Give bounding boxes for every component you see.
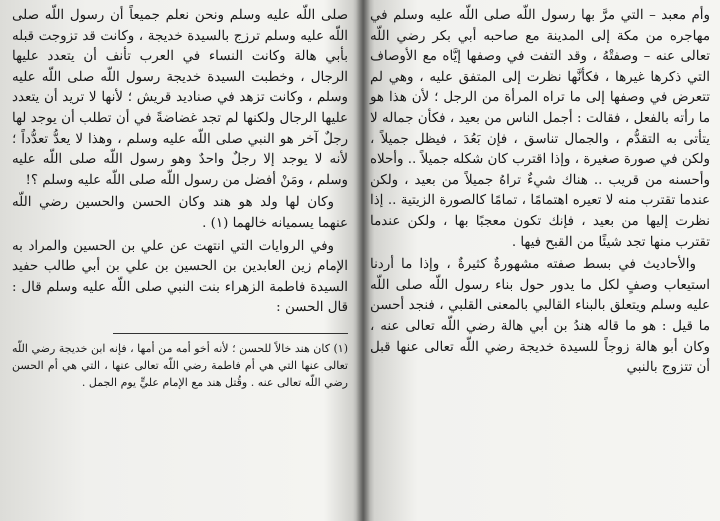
right-paragraph-1: وأم معبد – التي مرَّ بها رسول اللّه صلى اللّه عليه وسلم في مهاجره من مكة إلى المدينة مع صاحبه أبي بكر رضي اللّه تعالى عنه – وصفتْهُ ، وقد التفت في وصفها إيَّاه مع الأوصاف التي ذكرها غيرها ، فكأنَّها نظرت إلى المتفق عليه ، وهي لم تتعرض في وصفها إلى ما تراه المرأة من الرجل ؛ لأن هذا هو ما رأته بالفعل ، فقالت : أجمل الناس من بعيد ، فكأن جماله لا يتأتى به التقدُّم ، والجمال تناسق ، فإن بَعُدَ ، فيظل جميلاً ، ولكن في صورة صغيرة ، وإذا اقترب كان شكله جميلاً .. وأحلاه وأحسنه من قريب .. هناك شيءٌ تراهُ جميلاً من بعيد ، ولكن عندما تقترب منه لا تعيره اهتمامًا ، تمامًا كالصورة الزيتية .. إذا نظرت إليها من بعيد ، فإنك تكون معجبًا بها ، ولكن عندما تقترب منها تجد شيئًا من القبح فيها . [370, 8, 710, 250]
left-paragraph-1: صلى اللّه عليه وسلم ونحن نعلم جميعاً أن رسول اللّه صلى اللّه عليه وسلم ترزج بالسيدة خديجة ، وكانت قد تزوجت قبله بأبي هالة وكانت النساء في العرب تأنف أن يتعدد عليها الرجال ، وخطبت السيدة خديجة رسول اللّه صلى اللّه عليه وسلم ، وكانت تزهد في صناديد قريش ؛ لأنها لا تريد أن يتعدد عليها الرجال ولكنها لم تجد غضاضةً في أن تطلب أن يوجد لها رجلٌ آخر هو النبي صلى اللّه عليه وسلم ، وهذا لا يعدُّ تعدُّداً ؛ لأنه لا يوجد إلا رجلٌ واحدٌ وهو رسول اللّه صلى اللّه عليه وسلم ، ومَنْ أفضل من رسول اللّه صلى اللّه عليه وسلم ؟! [12, 8, 348, 188]
left-page [0, 0, 358, 521]
left-paragraph-2: وكان لها ولد هو هند وكان الحسن والحسين رضي اللّه عنهما يسميانه خالهما (١) . [12, 195, 348, 231]
left-paragraph-3: وفي الروايات التي انتهت عن علي بن الحسين والمراد به الإمام زين العابدين بن الحسين بن علي بن أبي طالب حفيد السيدة فاطمة الزهراء بنت النبي صلى اللّه عليه وسلم قال : قال الحسن : [12, 238, 348, 316]
footnote-divider [113, 333, 348, 334]
right-page [358, 0, 720, 521]
footnote: (١) كان هند خالاً للحسن ؛ لأنه أخو أمه من أمها ، فإنه ابن خديجة رضي اللّه تعالى عنها التي هي أم فاطمة رضي اللّه تعالى عنها ، التي هي أم الحسن رضي اللّه تعالى عنه . وقُتل هند مع الإمام عليٍّ يوم الجمل . [12, 341, 348, 389]
right-paragraph-2: والأحاديث في بسط صفته مشهورةٌ كثيرةٌ ، وإذا ما أردنا استيعاب وصفٍ لكل ما يدور حول بناء رسول اللّه صلى اللّه عليه وسلم ويتعلق بالبناء القالبي بالمعنى القلبي ، فنجد أحسن ما قيل : هو ما قاله هندُ بن أبي هالة رضي اللّه تعالى عنه ، وكان أبو هالة زوجاً للسيدة خديجة رضي اللّه تعالى عنها قبل أن تتزوج بالنبي [370, 257, 710, 376]
